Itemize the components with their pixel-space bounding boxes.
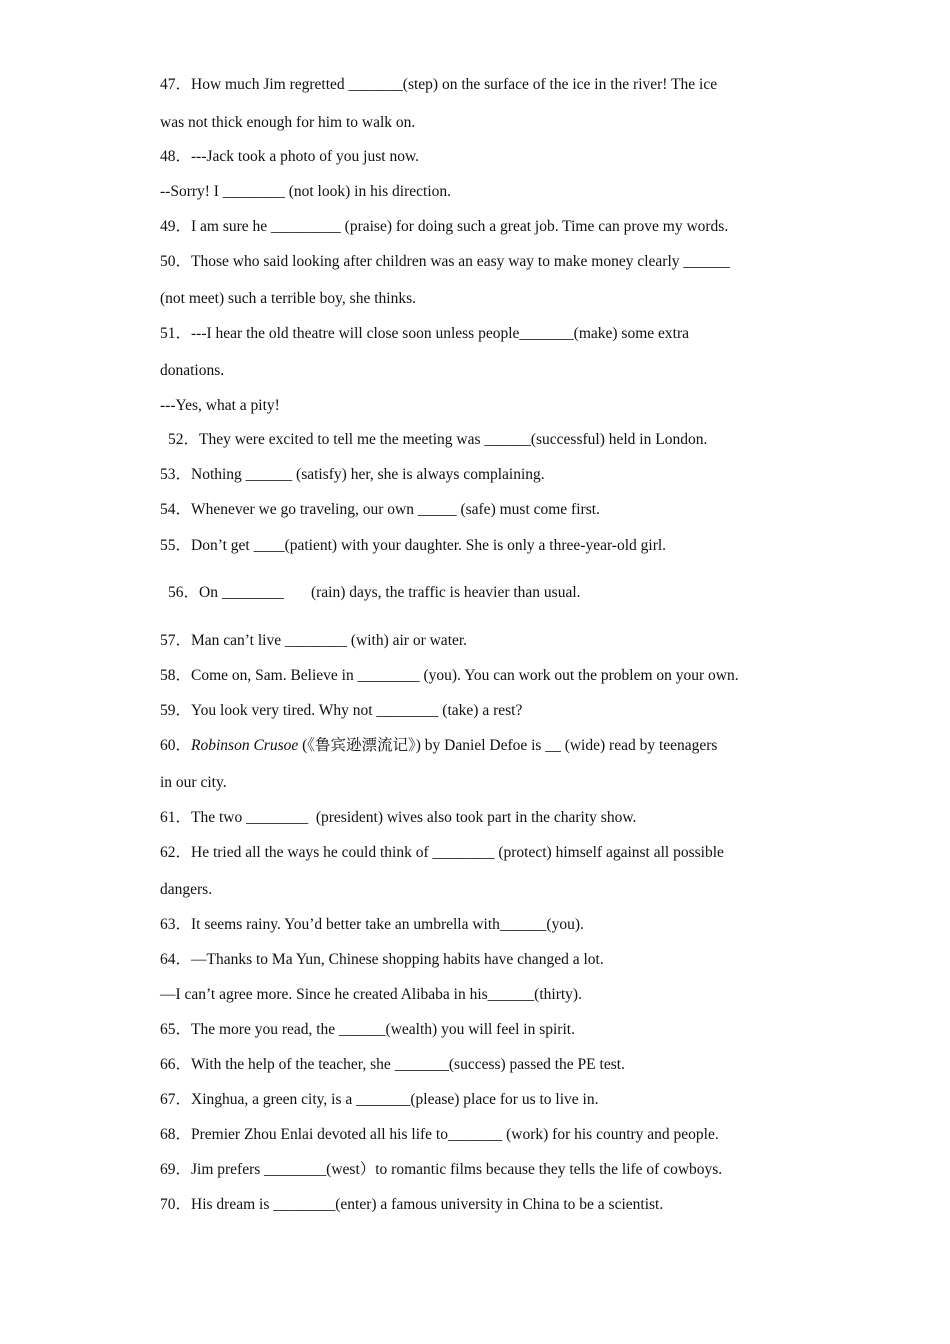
question-56: 56．On ________ (rain) days, the traffic is heavier than usual. — [168, 584, 581, 601]
question-48-line-1: 48．---Jack took a photo of you just now. — [160, 148, 420, 165]
question-62-line-1: 62．He tried all the ways he could think of ________ (protect) himself against all possible — [160, 844, 724, 861]
question-47-line-1: 47．How much Jim regretted _______(step) on the surface of the ice in the river! The ice — [160, 76, 718, 93]
question-51-line-2: donations. — [160, 362, 225, 379]
question-68: 68．Premier Zhou Enlai devoted all his life to_______ (work) for his country and people. — [160, 1126, 719, 1143]
question-64-line-1: 64．—Thanks to Ma Yun, Chinese shopping habits have changed a lot. — [160, 951, 604, 968]
question-51-line-1: 51．---I hear the old theatre will close soon unless people_______(make) some extra — [160, 325, 689, 342]
question-61: 61．The two ________ (president) wives also took part in the charity show. — [160, 809, 637, 826]
question-63: 63．It seems rainy. You’d better take an umbrella with______(you). — [160, 916, 584, 933]
question-50-line-1: 50．Those who said looking after children was an easy way to make money clearly ______ — [160, 253, 730, 270]
question-60-line-2: in our city. — [160, 774, 227, 791]
question-57: 57．Man can’t live ________ (with) air or water. — [160, 632, 468, 649]
question-55: 55．Don’t get ____(patient) with your daughter. She is only a three-year-old girl. — [160, 537, 667, 554]
question-51-line-3: ---Yes, what a pity! — [160, 397, 280, 414]
question-53: 53．Nothing ______ (satisfy) her, she is always complaining. — [160, 466, 545, 483]
question-60-text: (《鲁宾逊漂流记》) by Daniel Defoe is __ (wide) read by teenagers — [298, 737, 718, 754]
question-64-line-2: —I can’t agree more. Since he created Alibaba in his______(thirty). — [160, 986, 582, 1003]
question-49: 49．I am sure he _________ (praise) for doing such a great job. Time can prove my words. — [160, 218, 729, 235]
question-47-line-2: was not thick enough for him to walk on. — [160, 114, 416, 131]
question-60-number: 60． — [160, 737, 192, 754]
question-50-line-2: (not meet) such a terrible boy, she thinks. — [160, 290, 416, 307]
question-59: 59．You look very tired. Why not ________ (take) a rest? — [160, 702, 523, 719]
question-54: 54．Whenever we go traveling, our own _____ (safe) must come first. — [160, 501, 600, 518]
book-title: Robinson Crusoe — [191, 737, 299, 754]
question-62-line-2: dangers. — [160, 881, 213, 898]
question-48-line-2: --Sorry! I ________ (not look) in his direction. — [160, 183, 452, 200]
question-58: 58．Come on, Sam. Believe in ________ (you). You can work out the problem on your own. — [160, 667, 739, 684]
question-69: 69．Jim prefers ________(west）to romantic films because they tells the life of cowboys. — [160, 1161, 723, 1178]
question-67: 67．Xinghua, a green city, is a _______(please) place for us to live in. — [160, 1091, 599, 1108]
question-60-line-1 — [160, 736, 800, 756]
question-70: 70．His dream is ________(enter) a famous university in China to be a scientist. — [160, 1196, 664, 1213]
question-66: 66．With the help of the teacher, she _______(success) passed the PE test. — [160, 1056, 625, 1073]
question-65: 65．The more you read, the ______(wealth) you will feel in spirit. — [160, 1021, 575, 1038]
question-52: 52．They were excited to tell me the meeting was ______(successful) held in London. — [168, 431, 708, 448]
